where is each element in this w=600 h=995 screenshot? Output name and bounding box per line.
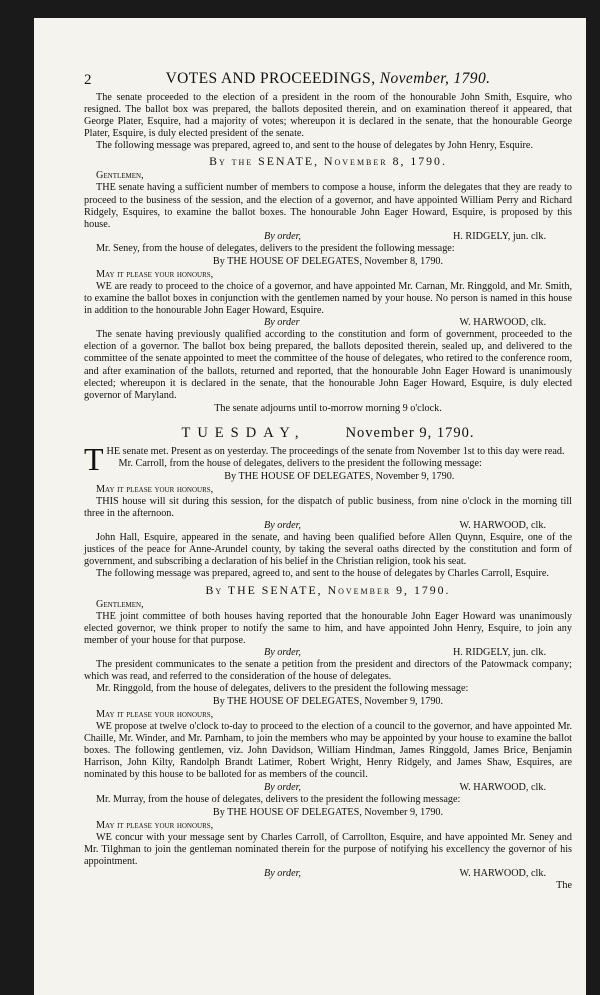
clerk-name: W. HARWOOD, clk. xyxy=(459,317,546,329)
by-order: By order, xyxy=(264,230,301,242)
day-date: November 9, 1790. xyxy=(345,424,475,441)
message-heading: By THE SENATE, November 9, 1790. xyxy=(205,582,451,597)
salutation: May it please your honours, xyxy=(96,709,214,721)
document-body xyxy=(84,92,572,880)
page-header xyxy=(84,70,572,92)
by-order: By order xyxy=(264,317,300,329)
salutation: May it please your honours, xyxy=(96,268,214,280)
paragraph: The senate having previously qualified according to the constitution and form of government, proceeded to the election of a governor. The ballot box being prepared, the ballots deposited therein, sealed up, and delivered to the committee of the senate appointed to meet the committee of the house of delegates, who retired to the conference room, and after examination of the ballots, returned and reported, that the honourable John Eager Howard is unanimously elected; whereupon it is declared in the senate, that the honourable John Eager Howard, Esquire, is duly elected governor of Maryland. xyxy=(84,329,572,401)
paragraph: The president communicates to the senate a petition from the president and directors of the Patowmack company; which was read, and referred to the consideration of the house of delegates. xyxy=(84,658,572,682)
page-number: 2 xyxy=(84,72,92,88)
clerk-name: W. HARWOOD, clk. xyxy=(459,520,546,532)
paragraph: The following message was prepared, agreed to, and sent to the house of delegates by Charles Carroll, Esquire. xyxy=(96,568,549,580)
centered-line: The senate adjourns until to-morrow morning 9 o'clock. xyxy=(214,402,442,414)
signature-line xyxy=(84,317,572,329)
centered-line: By THE HOUSE OF DELEGATES, November 8, 1790. xyxy=(212,255,444,267)
paragraph: Mr. Seney, from the house of delegates, delivers to the president the following message: xyxy=(96,242,455,254)
paragraph: WE propose at twelve o'clock to-day to proceed to the election of a council to the governor, and have appointed Mr. Chaille, Mr. Winder, and Mr. Parnham, to join the members who may be appointed by your house to examine the ballot boxes. The following gentlemen, viz. John Davidson, William Hindman, James Ringgold, James Brice, Benjamin Harrison, John Kilty, Randolph Brandt Latimer, Robert Wright, Henry Ridgely, and James Shaw, Esquires, are nominated by this house to be balloted for as members of the council. xyxy=(84,721,572,781)
paragraph: THE joint committee of both houses having reported that the honourable John Eager Howard was unanimously elected governor, we think proper to notify the same to him, and have appointed John Henry, Esquire, to join any member of your house for that purpose. xyxy=(84,610,572,646)
signature-line xyxy=(84,231,572,243)
paragraph-text: HE senate met. Present as on yesterday. The proceedings of the senate from November 1st to this day were read. xyxy=(106,445,565,457)
drop-cap: T xyxy=(84,440,104,477)
paragraph: The following message was prepared, agreed to, and sent to the house of delegates by John Henry, Esquire. xyxy=(96,140,533,152)
centered-line: By THE HOUSE OF DELEGATES, November 9, 1790. xyxy=(212,696,444,708)
clerk-name: H. RIDGELY, jun. clk. xyxy=(452,646,546,658)
centered-line: By THE HOUSE OF DELEGATES, November 9, 1790. xyxy=(224,470,455,482)
salutation: May it please your honours, xyxy=(96,819,214,831)
signature-line xyxy=(84,782,572,794)
signature-line xyxy=(84,868,572,880)
paragraph: The senate proceeded to the election of a president in the room of the honourable John Smith, Esquire, who resigned. The ballot box was prepared, the ballots deposited therein, and on examination thereof it appeared, that George Plater, Esquire, had a majority of votes; whereupon it is declared in the senate, that the honourable George Plater, Esquire, is duly elected president of the senate. xyxy=(84,92,572,140)
salutation: May it please your honours, xyxy=(96,483,214,495)
by-order: By order, xyxy=(264,781,301,793)
clerk-name: W. HARWOOD, clk. xyxy=(459,867,546,879)
clerk-name: H. RIDGELY, jun. clk. xyxy=(452,230,546,242)
salutation: Gentlemen, xyxy=(96,598,144,610)
day-heading xyxy=(84,425,572,442)
signature-line xyxy=(84,520,572,532)
paragraph: John Hall, Esquire, appeared in the senate, and having been qualified before Allen Quynn, Esquire, one of the justices of the peace for Anne-Arundel county, by taking the several oaths directed by the constitution and form of government, and subscribing a declaration of his belief in the Christian religion, took his seat. xyxy=(84,532,572,568)
signature-line xyxy=(84,647,572,659)
document-page xyxy=(34,18,586,995)
paragraph: WE are ready to proceed to the choice of a governor, and have appointed Mr. Carnan, Mr. Ringgold, and Mr. Smith, to examine the ballot boxes in conjunction with the gentlemen named by your house. No person is named in this house in addition to the honourable John Eager Howard, Esquire. xyxy=(84,280,572,317)
paragraph: Mr. Murray, from the house of delegates, delivers to the president the following message: xyxy=(96,793,461,805)
by-order: By order, xyxy=(264,867,301,879)
centered-line: By THE HOUSE OF DELEGATES, November 9, 1790. xyxy=(212,806,444,818)
clerk-name: W. HARWOOD, clk. xyxy=(459,781,546,793)
message-heading: By the SENATE, November 8, 1790. xyxy=(209,154,447,169)
running-title: VOTES AND PROCEEDINGS, xyxy=(165,70,376,87)
catchword: The xyxy=(556,879,572,891)
paragraph: THIS house will sit during this session, for the dispatch of public business, from nine o'clock in the morning till three in the afternoon. xyxy=(84,495,572,520)
by-order: By order, xyxy=(264,520,301,532)
running-date: November, 1790. xyxy=(379,70,491,87)
paragraph: WE concur with your message sent by Charles Carroll, of Carrollton, Esquire, and have appointed Mr. Seney and Mr. Tilghman to join the gentleman nominated therein for the purpose of notifying his excellency the governor of his appointment. xyxy=(84,831,572,867)
paragraph: THE senate having a sufficient number of members to compose a house, inform the delegates that they are ready to proceed to the business of the session, and the election of a governor, and have appointed William Perry and Richard Ridgely, Esquires, to examine the ballot boxes. The honourable John Eager Howard, Esquire, is proposed by this house. xyxy=(84,182,572,230)
day-name: TUESDAY, xyxy=(181,424,306,441)
by-order: By order, xyxy=(264,646,301,658)
paragraph: Mr. Carroll, from the house of delegates, delivers to the president the following message: xyxy=(118,457,482,469)
paragraph: Mr. Ringgold, from the house of delegates, delivers to the president the following message: xyxy=(96,683,469,694)
salutation: Gentlemen, xyxy=(96,170,144,182)
